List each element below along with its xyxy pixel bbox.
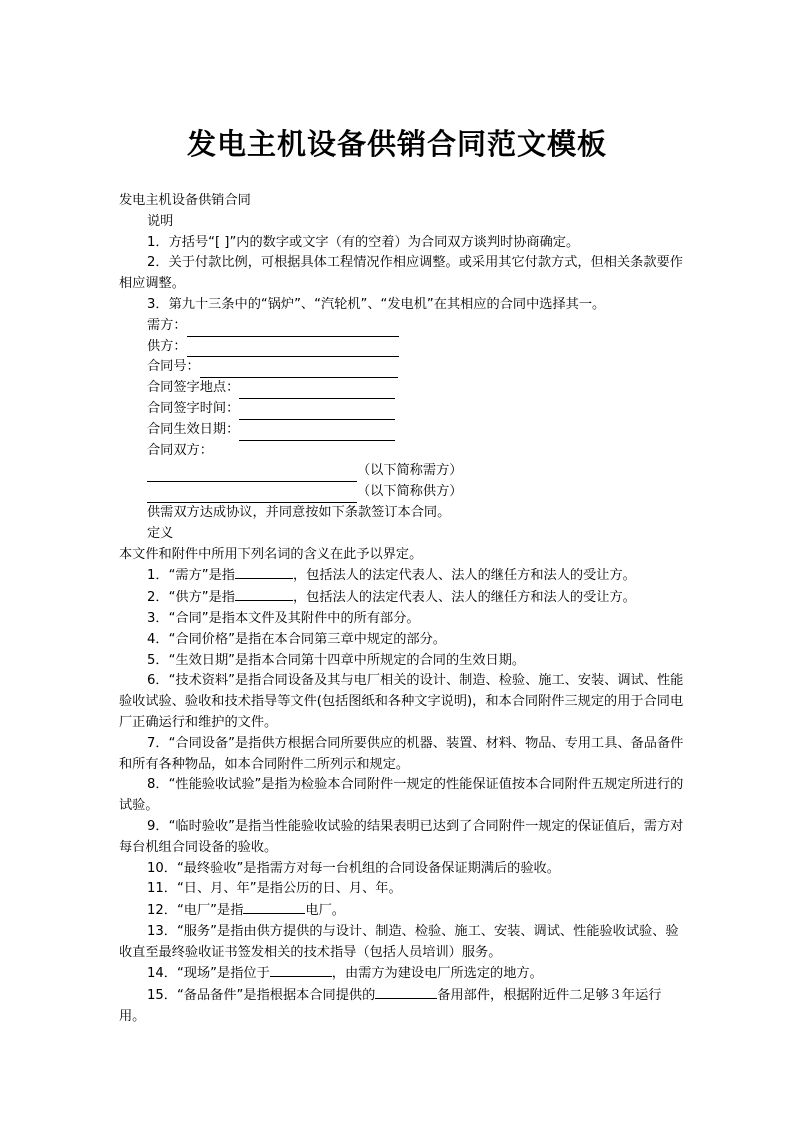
contract-no-blank[interactable] [200,363,398,378]
definition-item: 4．“合同价格”是指在本合同第三章中规定的部分。 [147,631,446,647]
sign-place-blank[interactable] [239,384,395,399]
instructions-heading: 说明 [147,213,174,229]
plant-name-blank[interactable] [243,900,305,914]
definition-item: 8．“性能验收试验”是指为检验本合同附件一规定的性能保证值按本合同附件五规定所进行的试验。 [119,777,684,814]
contract-subtitle: 发电主机设备供销合同 [119,193,251,208]
instruction-item: 1．方括号“[ ]”内的数字或文字（有的空着）为合同双方谈判时协商确定。 [147,234,580,250]
contract-no-label: 合同号： [147,359,200,375]
document-title: 发电主机设备供销合同范文模板 [186,127,607,161]
definition-item: 3．“合同”是指本文件及其附件中的所有部分。 [147,610,420,626]
party-buyer-blank[interactable] [147,467,357,482]
definition-item: 11．“日、月、年”是指公历的日、月、年。 [147,881,402,897]
party-supplier-row [147,482,684,503]
party-supplier-suffix: （以下简称供方） [357,484,463,500]
party-buyer-suffix: （以下简称需方） [357,463,463,479]
supplier-field [147,337,684,358]
document-body [119,191,684,1028]
definition-item: 1．“需方”是指 ，包括法人的法定代表人、法人的继任方和法人的受让方。 [119,565,684,587]
sign-time-field [147,399,684,420]
sign-time-blank[interactable] [239,405,395,420]
spare-parts-blank[interactable] [375,985,437,999]
site-location-blank[interactable] [270,963,332,977]
definition-item: 9．“临时验收”是指当性能验收试验的结果表明已达到了合同附件一规定的保证值后，需方对每台机组合同设备的验收。 [119,818,684,855]
definition-item: 10．“最终验收”是指需方对每一台机组的合同设备保证期满后的验收。 [147,860,560,876]
parties-label: 合同双方： [147,442,213,458]
buyer-name-blank[interactable] [235,565,293,579]
definition-item: 6．“技术资料”是指合同设备及其与电厂相关的设计、制造、检验、施工、安装、调试、性能验收试验、验收和技术指导等文件(包括图纸和各种文字说明)，和本合同附件三规定的用于合同电厂正确运行和维护的文件。 [119,673,684,730]
definition-item: 5．“生效日期”是指本合同第十四章中所规定的合同的生效日期。 [147,652,526,668]
supplier-name-blank[interactable] [235,587,293,601]
party-buyer-row [147,461,684,482]
effective-date-field [147,420,684,441]
definition-item: 15．“备品备件”是指根据本合同提供的 备用部件，根据附近件二足够３年运行用。 [119,985,684,1028]
supplier-label: 供方： [147,338,187,354]
definition-item: 2．“供方”是指 ，包括法人的法定代表人、法人的继任方和法人的受让方。 [119,587,684,609]
effective-date-label: 合同生效日期： [147,421,240,437]
definitions-heading: 定义 [147,525,174,541]
agreement-text: 供需双方达成协议，并同意按如下条款签订本合同。 [147,504,451,520]
buyer-field [147,316,684,337]
sign-place-label: 合同签字地点： [147,380,240,396]
definitions-intro: 本文件和附件中所用下列名词的含义在此予以界定。 [119,546,423,562]
sign-place-field [147,378,684,399]
buyer-label: 需方： [147,317,187,333]
definition-item: 7．“合同设备”是指供方根据合同所要供应的机器、装置、材料、物品、专用工具、备品备件和所有各种物品，如本合同附件二所列示和规定。 [119,735,684,772]
contract-no-field [147,357,684,378]
sign-time-label: 合同签字时间： [147,400,240,416]
instruction-item: 3．第九十三条中的“锅炉”、“汽轮机”、“发电机”在其相应的合同中选择其一。 [147,296,606,312]
supplier-blank[interactable] [187,342,399,357]
buyer-blank[interactable] [187,322,399,337]
definition-item: 12．“电厂”是指 电厂。 [119,900,684,922]
definition-item: 13．“服务”是指由供方提供的与设计、制造、检验、施工、安装、调试、性能验收试验、验收直至最终验收证书签发相关的技术指导（包括人员培训）服务。 [119,923,679,960]
instruction-item: 2．关于付款比例，可根据具体工程情况作相应调整。或采用其它付款方式，但相关条款要作相应调整。 [119,255,683,292]
definition-item: 14．“现场”是指位于 ，由需方为建设电厂所选定的地方。 [119,963,684,985]
effective-date-blank[interactable] [239,426,395,441]
party-supplier-blank[interactable] [147,488,357,503]
